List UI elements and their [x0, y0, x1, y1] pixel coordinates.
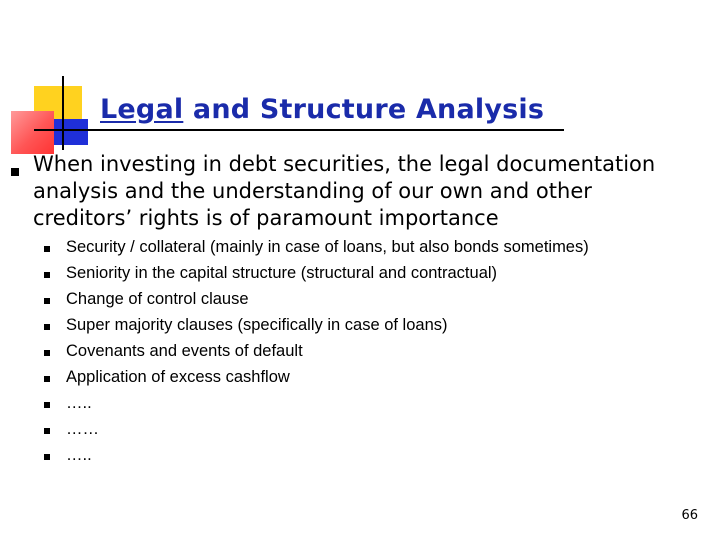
sub-bullet-marker	[44, 298, 50, 304]
main-bullet-marker	[11, 168, 19, 176]
decor-red-square	[11, 111, 54, 154]
slide-title-underlined: Legal	[100, 94, 184, 125]
sub-bullet-marker	[44, 324, 50, 330]
sub-bullet-text: Covenants and events of default	[66, 342, 303, 360]
sub-bullet-text: …..	[66, 394, 92, 412]
sub-bullet-text: ……	[66, 420, 99, 438]
sub-bullet-text: Super majority clauses (specifically in case of loans)	[66, 316, 448, 334]
sub-bullet-text: Change of control clause	[66, 290, 249, 308]
sub-bullet-marker	[44, 402, 50, 408]
sub-bullet-marker	[44, 350, 50, 356]
decor-horizontal-line	[34, 129, 564, 131]
sub-bullet-text: Security / collateral (mainly in case of loans, but also bonds sometimes)	[66, 238, 589, 256]
sub-bullet-text: Seniority in the capital structure (structural and contractual)	[66, 264, 498, 282]
decor-blue-square	[54, 119, 88, 145]
sub-bullet-marker	[44, 454, 50, 460]
sub-bullet-marker	[44, 246, 50, 252]
sub-bullet-marker	[44, 376, 50, 382]
slide-title	[100, 94, 544, 125]
slide-title-rest: and Structure Analysis	[183, 94, 545, 125]
page-number: 66	[681, 508, 698, 523]
decor-vertical-line	[62, 76, 64, 150]
main-bullet-text: When investing in debt securities, the legal documentation analysis and the understanding of our own and other creditors’ rights is of paramount importance	[33, 152, 656, 230]
sub-bullet-marker	[44, 272, 50, 278]
sub-bullet-text: Application of excess cashflow	[66, 368, 290, 386]
sub-bullet-text: …..	[66, 446, 92, 464]
sub-bullet-marker	[44, 428, 50, 434]
